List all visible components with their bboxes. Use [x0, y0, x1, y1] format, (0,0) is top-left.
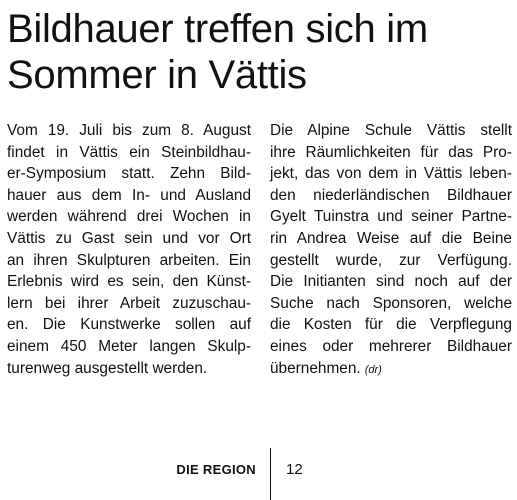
- body-line: Suche nach Sponsoren, welche: [270, 294, 512, 312]
- body-line: turenweg ausgestellt werden.: [7, 359, 208, 377]
- article-column-right: [270, 120, 512, 381]
- body-line: werden während drei Wochen in: [7, 208, 251, 226]
- body-line: einem 450 Meter langen Skulp-: [7, 337, 251, 355]
- body-line-final: [270, 358, 512, 382]
- body-line: Gyelt Tuinstra und seiner Partne-: [270, 208, 512, 226]
- headline: [7, 6, 512, 98]
- body-line: Vättis zu Gast sein und vor Ort: [7, 229, 251, 247]
- body-line-text: übernehmen.: [270, 359, 361, 377]
- headline-line-1: Bildhauer treffen sich im: [7, 7, 428, 51]
- body-line: jekt, das von dem in Vättis leben-: [270, 165, 512, 183]
- body-line: Die Initianten sind noch auf der: [270, 273, 512, 291]
- page-number: 12: [286, 461, 303, 478]
- body-line: Die Alpine Schule Vättis stellt: [270, 122, 512, 139]
- body-line: findet in Vättis ein Steinbildhau-: [7, 143, 251, 161]
- body-line: lern bei ihrer Arbeit zuzuschau-: [7, 294, 251, 312]
- body-line: an ihren Skulpturen arbeiten. Ein: [7, 251, 251, 269]
- body-line: hauer aus dem In- und Ausland: [7, 186, 251, 204]
- body-line: rin Andrea Weise auf die Beine: [270, 229, 512, 247]
- body-line: den niederländischen Bildhauer: [270, 186, 512, 204]
- body-line: en. Die Kunstwerke sollen auf: [7, 316, 251, 334]
- body-line: eines oder mehrerer Bildhauer: [270, 337, 512, 355]
- author-byline: (dr): [364, 363, 382, 376]
- article-column-left: [7, 120, 251, 379]
- footer-divider: [270, 448, 271, 500]
- body-line: Vom 19. Juli bis zum 8. August: [7, 122, 251, 139]
- body-line: die Kosten für die Verpflegung: [270, 316, 512, 334]
- body-line: er-Symposium statt. Zehn Bild-: [7, 165, 251, 183]
- body-line: ihre Räumlichkeiten für das Pro-: [270, 143, 512, 161]
- section-label: DIE REGION: [176, 462, 256, 477]
- body-line: gestellt wurde, zur Verfügung.: [270, 251, 512, 269]
- body-line: Erlebnis wird es sein, den Künst-: [7, 273, 251, 291]
- headline-line-2: Sommer in Vättis: [7, 53, 307, 97]
